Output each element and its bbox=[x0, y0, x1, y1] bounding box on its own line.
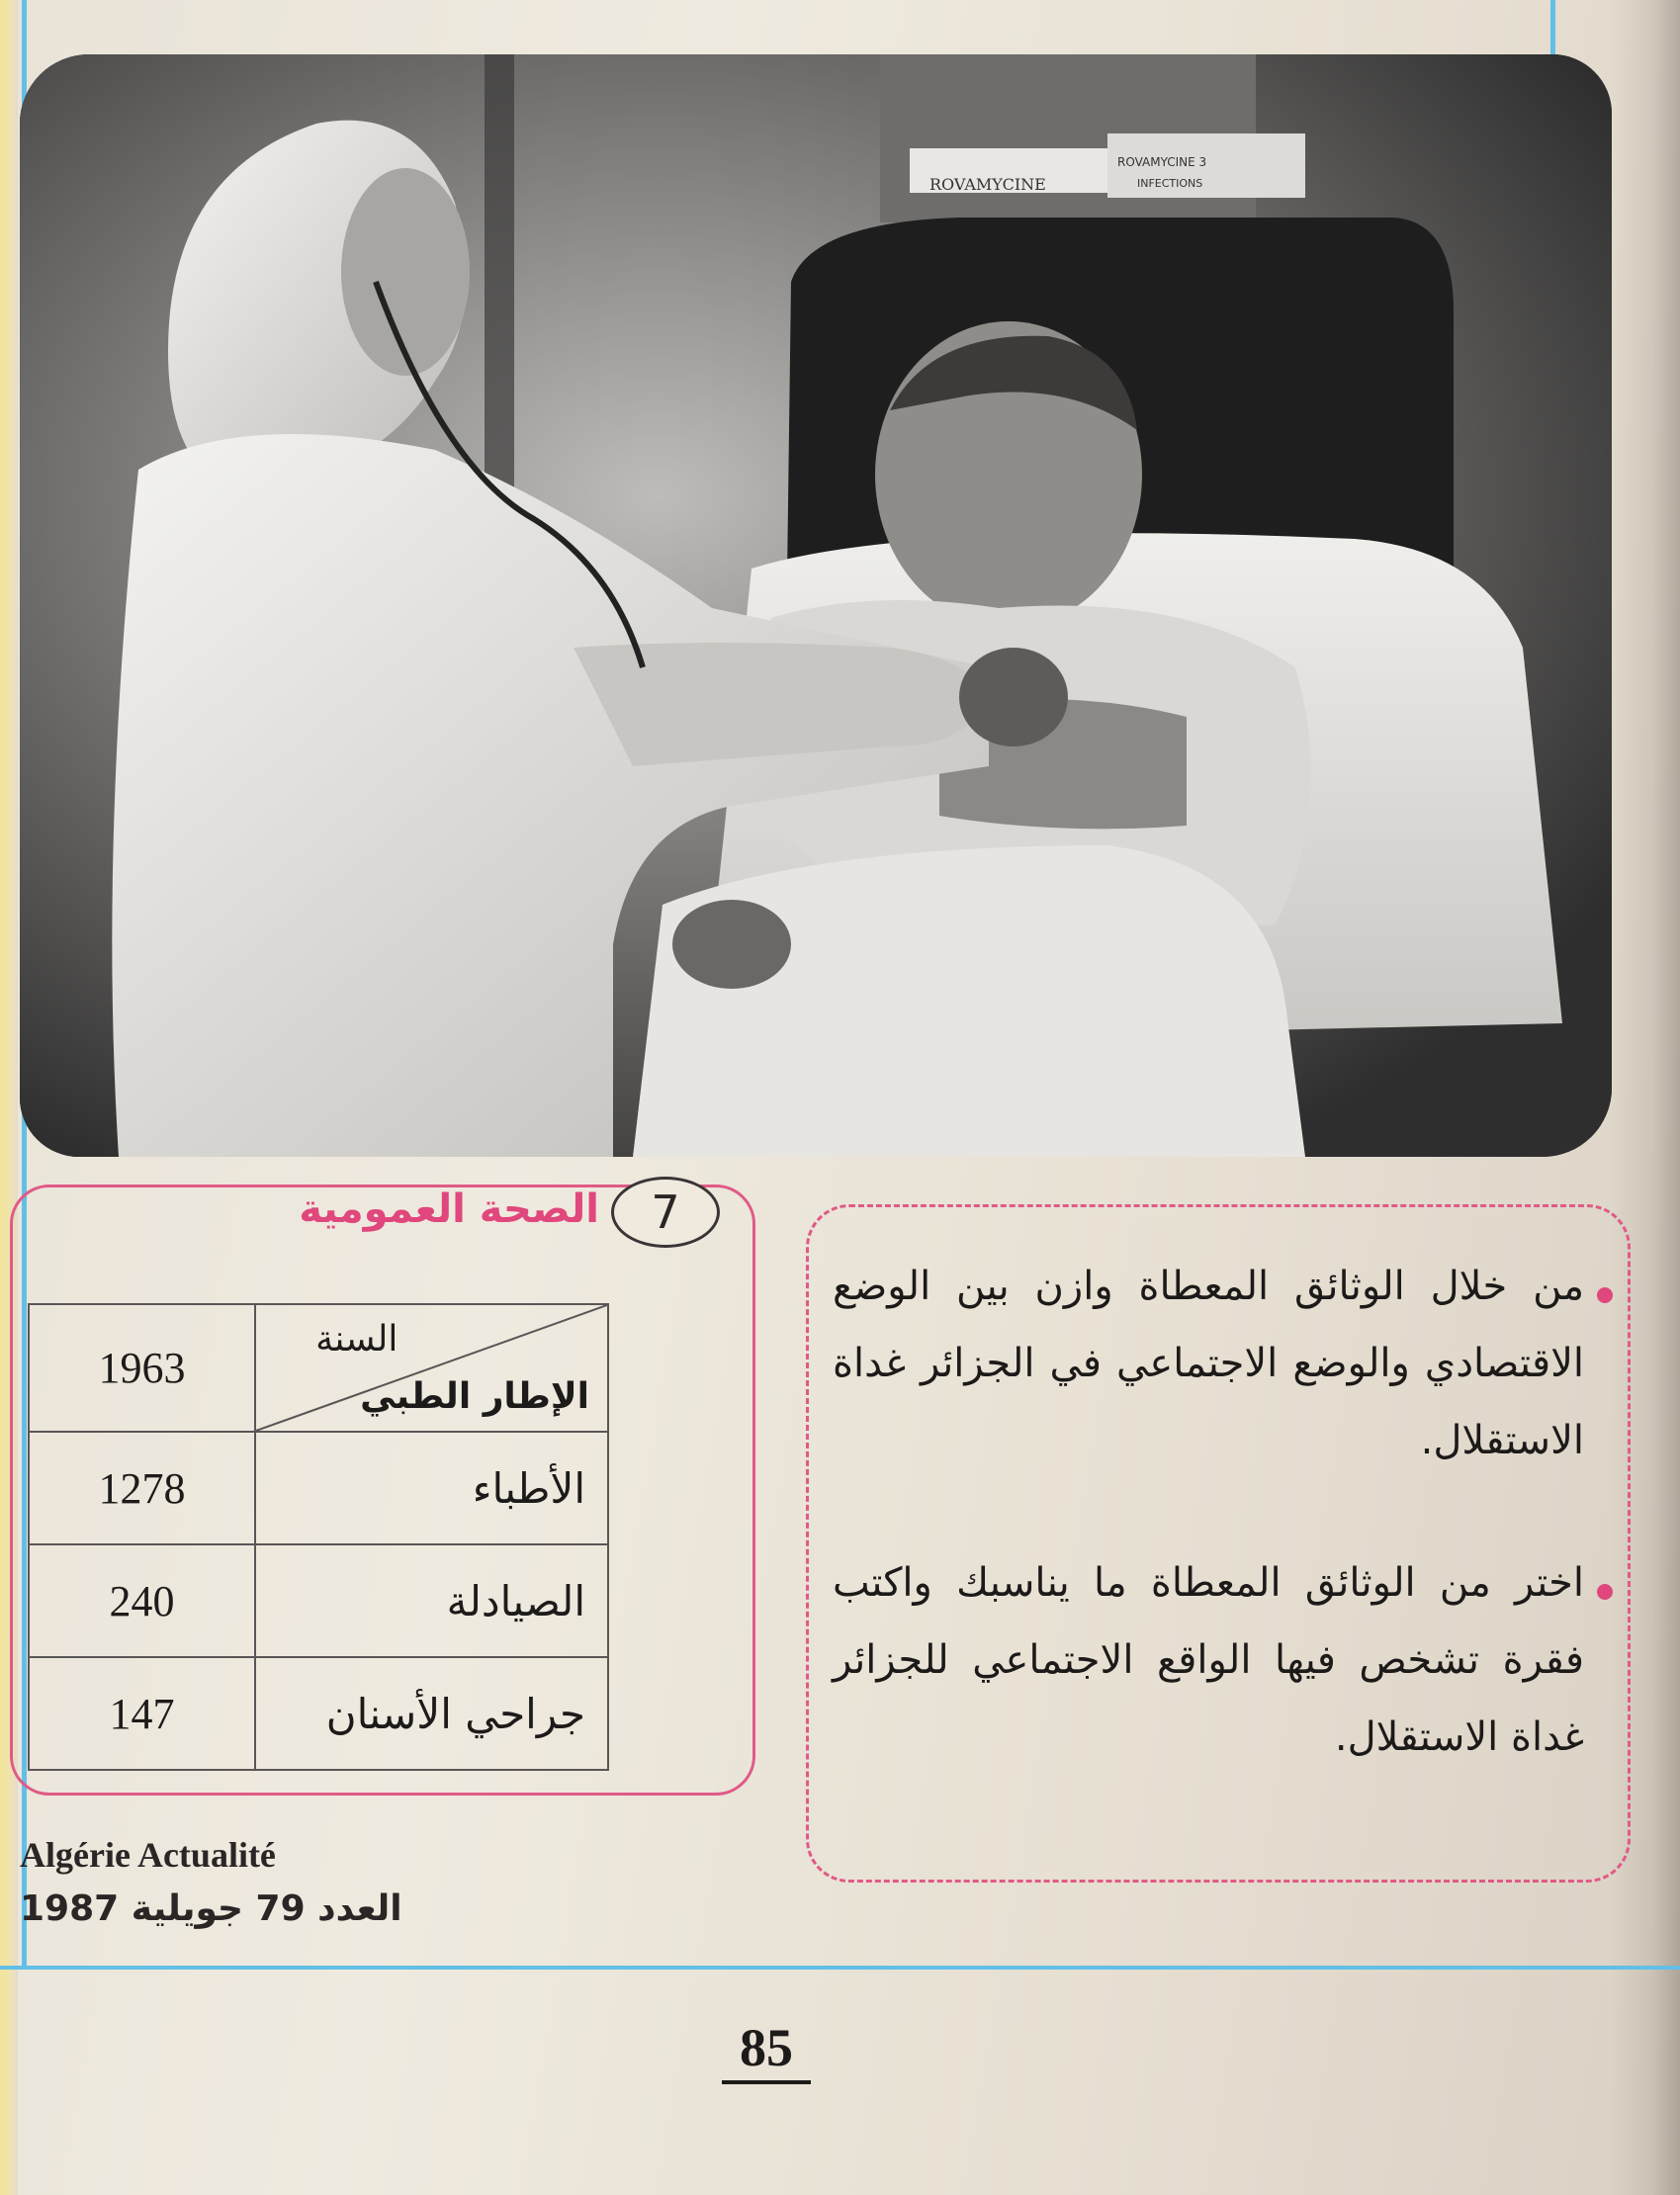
source-publication: Algérie Actualité bbox=[20, 1835, 276, 1875]
medical-staff-table bbox=[28, 1303, 609, 1771]
instruction-item-1: من خلال الوثائق المعطاة وازن بين الوضع الاقتصادي والوضع الاجتماعي في الجزائر غداة الاستقلال. bbox=[833, 1264, 1584, 1463]
table-row bbox=[29, 1544, 608, 1657]
source-issue: العدد 79 جويلية 1987 bbox=[20, 1888, 402, 1929]
header-year-value: 1963 bbox=[29, 1304, 255, 1432]
historical-photo bbox=[20, 54, 1612, 1157]
page-number: 85 bbox=[722, 2017, 811, 2084]
row-value: 1278 bbox=[29, 1432, 255, 1544]
bullet-icon bbox=[1597, 1287, 1613, 1303]
photo-drawing bbox=[20, 54, 1612, 1157]
header-cadre-label: الإطار الطبي bbox=[360, 1376, 589, 1417]
medicine-box-labels bbox=[929, 56, 1246, 194]
document-number-badge: 7 bbox=[611, 1177, 720, 1248]
row-label: الأطباء bbox=[255, 1432, 608, 1544]
row-label: جراحي الأسنان bbox=[255, 1657, 608, 1770]
table-row bbox=[29, 1657, 608, 1770]
adjacent-page-edge bbox=[0, 0, 18, 2195]
page-bottom-rule bbox=[0, 1966, 1680, 1970]
header-year-label: السنة bbox=[315, 1319, 398, 1360]
table-header-diagonal-cell bbox=[255, 1304, 608, 1432]
medicine-label-2: ROVAMYCINE 3 bbox=[1117, 155, 1207, 169]
instruction-item-2: اختر من الوثائق المعطاة ما يناسبك واكتب فقرة تشخص فيها الواقع الاجتماعي للجزائر غداة الاستقلال. bbox=[833, 1560, 1584, 1760]
document-title: الصحة العمومية bbox=[299, 1186, 599, 1232]
medicine-label-3: INFECTIONS bbox=[1137, 177, 1203, 190]
bullet-icon bbox=[1597, 1584, 1613, 1600]
table-header-row bbox=[29, 1304, 608, 1432]
medicine-label-1: ROVAMYCINE bbox=[929, 175, 1046, 194]
table-row bbox=[29, 1432, 608, 1544]
row-value: 240 bbox=[29, 1544, 255, 1657]
row-label: الصيادلة bbox=[255, 1544, 608, 1657]
row-value: 147 bbox=[29, 1657, 255, 1770]
